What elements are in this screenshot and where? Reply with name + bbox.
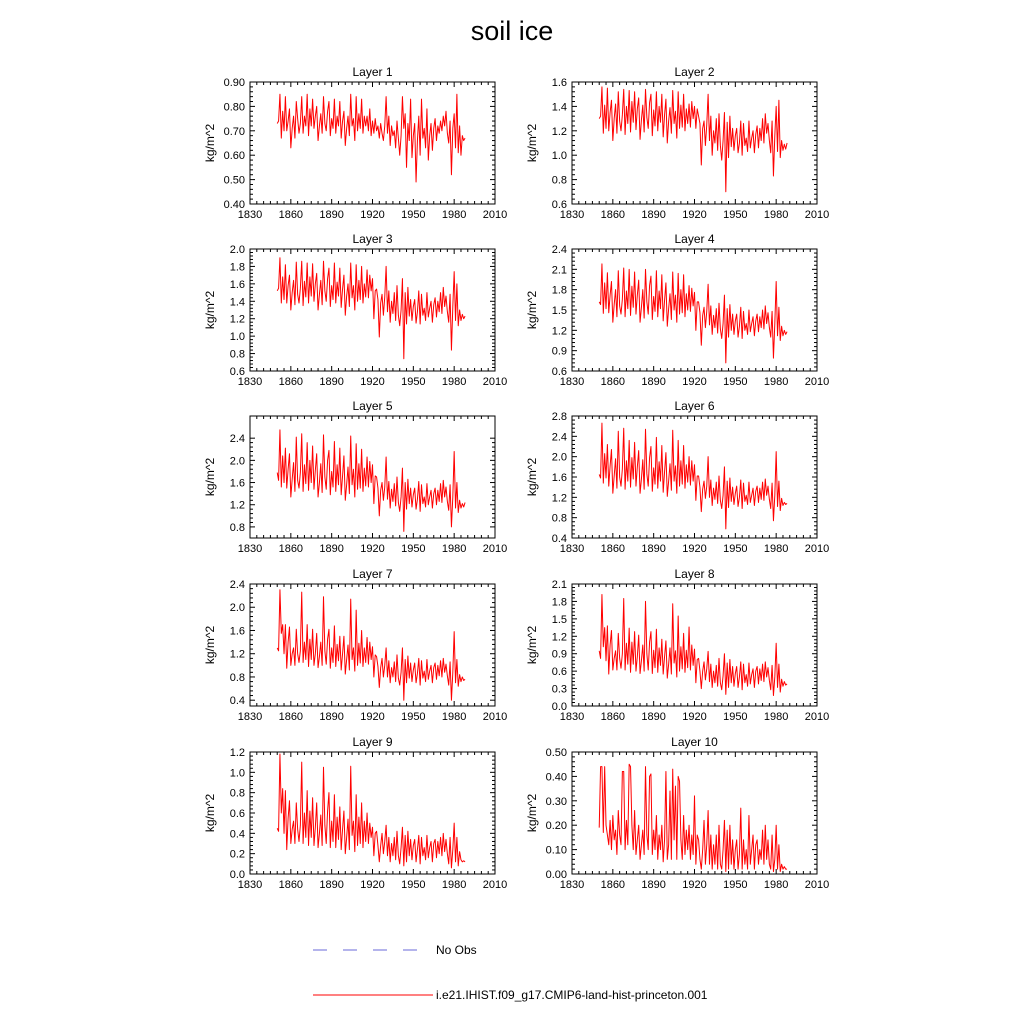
plot-frame (250, 249, 495, 371)
x-tick-label: 2010 (804, 879, 830, 891)
x-tick-label: 1950 (401, 879, 426, 891)
panel-title: Layer 8 (674, 567, 715, 581)
series-line (599, 764, 787, 871)
y-tick-label: 2.4 (229, 433, 245, 446)
x-tick-label: 1950 (723, 879, 748, 891)
y-tick-label: 0.20 (545, 820, 567, 833)
series-line (277, 94, 465, 182)
x-tick-label: 2010 (482, 209, 508, 221)
x-tick-label: 2010 (804, 376, 830, 388)
y-tick-label: 2.4 (551, 431, 567, 444)
y-tick-label: 2.0 (229, 455, 245, 468)
panel-5 (203, 399, 507, 555)
panel-1 (203, 65, 507, 221)
x-tick-label: 1980 (441, 543, 467, 555)
y-tick-label: 0.2 (229, 848, 245, 861)
x-tick-label: 1980 (441, 879, 467, 891)
x-tick-label: 1860 (600, 879, 626, 891)
x-tick-label: 1830 (237, 376, 263, 388)
x-tick-label: 1830 (559, 711, 585, 723)
panel-title: Layer 7 (352, 567, 393, 581)
series-line (599, 87, 787, 192)
x-tick-label: 2010 (482, 711, 508, 723)
x-tick-label: 1830 (237, 543, 263, 555)
y-axis-label: kg/m^2 (525, 123, 539, 163)
x-tick-label: 1980 (763, 711, 789, 723)
panel-10 (525, 735, 829, 891)
x-tick-label: 1950 (723, 543, 748, 555)
x-tick-label: 1980 (763, 879, 789, 891)
x-tick-label: 1830 (559, 879, 585, 891)
legend-series-label: i.e21.IHIST.f09_g17.CMIP6-land-hist-princeton.001 (436, 988, 708, 1002)
y-tick-label: 0.4 (229, 695, 245, 708)
x-tick-label: 1890 (641, 209, 666, 221)
x-tick-label: 1890 (641, 711, 666, 723)
y-axis-label: kg/m^2 (203, 290, 217, 330)
y-tick-label: 2.4 (551, 244, 567, 256)
x-tick-label: 2010 (482, 376, 508, 388)
y-tick-label: 1.2 (229, 313, 245, 326)
x-tick-label: 2010 (804, 711, 830, 723)
panel-7 (203, 567, 507, 723)
y-axis-label: kg/m^2 (525, 290, 539, 330)
y-tick-label: 1.4 (551, 101, 567, 114)
x-tick-label: 1920 (682, 879, 707, 891)
x-tick-label: 1980 (763, 543, 789, 555)
y-tick-label: 0.9 (551, 345, 567, 358)
x-tick-label: 1860 (600, 376, 626, 388)
y-tick-label: 2.1 (551, 264, 567, 277)
y-tick-label: 0.90 (223, 77, 245, 89)
legend-obs-label: No Obs (436, 943, 477, 957)
y-tick-label: 1.6 (229, 477, 245, 490)
panel-9 (203, 735, 507, 891)
y-tick-label: 0.6 (551, 199, 567, 211)
panel-title: Layer 5 (352, 399, 393, 413)
y-axis-label: kg/m^2 (525, 457, 539, 497)
x-tick-label: 1890 (641, 376, 666, 388)
y-tick-label: 1.6 (551, 472, 567, 484)
x-tick-label: 1980 (441, 376, 467, 388)
plot-frame (250, 584, 495, 706)
y-axis-label: kg/m^2 (203, 123, 217, 163)
y-tick-label: 2.4 (229, 579, 245, 591)
y-axis-label: kg/m^2 (203, 625, 217, 665)
x-tick-label: 1890 (319, 879, 344, 891)
y-tick-label: 1.2 (551, 492, 567, 505)
y-tick-label: 1.8 (551, 596, 567, 609)
y-tick-label: 0.8 (551, 174, 567, 187)
x-tick-label: 1860 (278, 376, 304, 388)
y-tick-label: 0.50 (223, 174, 245, 187)
x-tick-label: 2010 (804, 209, 830, 221)
y-tick-label: 0.6 (551, 366, 567, 378)
panel-2 (525, 65, 829, 221)
x-tick-label: 1860 (600, 711, 626, 723)
y-tick-label: 0.60 (223, 150, 245, 163)
series-line (277, 754, 465, 868)
y-tick-label: 1.8 (551, 284, 567, 297)
panel-title: Layer 10 (671, 735, 718, 749)
y-tick-label: 2.0 (551, 451, 567, 464)
y-tick-label: 1.5 (551, 613, 567, 626)
y-tick-label: 0.10 (545, 844, 567, 857)
figure-title: soil ice (470, 16, 554, 46)
series-line (599, 423, 787, 529)
y-tick-label: 1.8 (229, 261, 245, 274)
y-tick-label: 1.2 (551, 125, 567, 138)
y-tick-label: 0.9 (551, 648, 567, 661)
x-tick-label: 1920 (360, 209, 385, 221)
series-line (599, 264, 787, 363)
x-tick-label: 1950 (723, 711, 748, 723)
y-tick-label: 0.00 (545, 869, 567, 881)
x-tick-label: 1920 (682, 209, 707, 221)
x-tick-label: 1950 (723, 209, 748, 221)
y-tick-label: 0.0 (229, 869, 245, 881)
x-tick-label: 1950 (401, 711, 426, 723)
y-tick-label: 0.8 (229, 671, 245, 684)
y-tick-label: 0.4 (229, 828, 245, 841)
x-tick-label: 1830 (559, 543, 585, 555)
x-tick-label: 1860 (278, 879, 304, 891)
y-tick-label: 0.40 (223, 199, 245, 211)
x-tick-label: 1860 (600, 209, 626, 221)
x-tick-label: 1950 (723, 376, 748, 388)
series-line (277, 258, 465, 359)
y-tick-label: 1.2 (551, 325, 567, 338)
x-tick-label: 1950 (401, 376, 426, 388)
x-tick-label: 1920 (682, 376, 707, 388)
x-tick-label: 1950 (401, 543, 426, 555)
panel-title: Layer 9 (352, 735, 393, 749)
x-tick-label: 1830 (237, 879, 263, 891)
x-tick-label: 1920 (682, 543, 707, 555)
panel-6 (525, 399, 829, 555)
x-tick-label: 1980 (441, 711, 467, 723)
y-tick-label: 0.6 (229, 808, 245, 820)
y-tick-label: 2.1 (551, 579, 567, 591)
y-tick-label: 0.80 (223, 101, 245, 114)
x-tick-label: 1860 (278, 209, 304, 221)
panel-title: Layer 6 (674, 399, 715, 413)
panel-8 (525, 567, 829, 723)
x-tick-label: 1830 (559, 376, 585, 388)
y-tick-label: 1.0 (229, 767, 245, 780)
x-tick-label: 1980 (441, 209, 467, 221)
y-tick-label: 1.6 (551, 77, 567, 89)
x-tick-label: 1980 (763, 209, 789, 221)
series-line (277, 590, 465, 700)
panel-title: Layer 2 (674, 65, 715, 79)
y-axis-label: kg/m^2 (525, 793, 539, 833)
y-tick-label: 0.8 (551, 512, 567, 525)
y-tick-label: 0.6 (229, 366, 245, 378)
y-tick-label: 0.50 (545, 747, 567, 759)
x-tick-label: 1920 (682, 711, 707, 723)
x-tick-label: 1890 (319, 209, 344, 221)
y-tick-label: 0.70 (223, 125, 245, 138)
x-tick-label: 2010 (482, 879, 508, 891)
y-tick-label: 0.40 (545, 771, 567, 784)
y-tick-label: 1.2 (229, 499, 245, 512)
y-tick-label: 1.2 (229, 747, 245, 759)
y-tick-label: 1.6 (229, 625, 245, 638)
x-tick-label: 1860 (278, 711, 304, 723)
y-tick-label: 0.30 (545, 795, 567, 808)
y-tick-label: 2.0 (229, 244, 245, 256)
panel-title: Layer 4 (674, 232, 715, 246)
y-tick-label: 1.4 (229, 296, 245, 309)
x-tick-label: 1920 (360, 711, 385, 723)
y-tick-label: 1.5 (551, 305, 567, 317)
y-tick-label: 1.2 (229, 648, 245, 661)
y-tick-label: 1.6 (229, 278, 245, 291)
panel-title: Layer 3 (352, 232, 393, 246)
panel-4 (525, 232, 829, 388)
y-axis-label: kg/m^2 (525, 625, 539, 665)
x-tick-label: 1980 (763, 376, 789, 388)
x-tick-label: 1830 (559, 209, 585, 221)
y-tick-label: 0.3 (551, 683, 567, 696)
y-tick-label: 0.8 (229, 787, 245, 800)
panel-3 (203, 232, 507, 388)
y-tick-label: 1.0 (229, 331, 245, 344)
x-tick-label: 1950 (401, 209, 426, 221)
x-tick-label: 1920 (360, 543, 385, 555)
x-tick-label: 1890 (641, 543, 666, 555)
x-tick-label: 1890 (319, 711, 344, 723)
x-tick-label: 1890 (319, 376, 344, 388)
series-line (277, 430, 465, 531)
x-tick-label: 2010 (482, 543, 508, 555)
x-tick-label: 1830 (237, 711, 263, 723)
y-axis-label: kg/m^2 (203, 457, 217, 497)
y-tick-label: 1.0 (551, 150, 567, 163)
x-tick-label: 2010 (804, 543, 830, 555)
series-line (599, 594, 787, 695)
y-tick-label: 0.0 (551, 701, 567, 713)
y-tick-label: 0.8 (229, 348, 245, 361)
x-tick-label: 1860 (600, 543, 626, 555)
y-tick-label: 2.0 (229, 602, 245, 615)
x-tick-label: 1920 (360, 879, 385, 891)
y-axis-label: kg/m^2 (203, 793, 217, 833)
x-tick-label: 1830 (237, 209, 263, 221)
y-tick-label: 2.8 (551, 411, 567, 423)
x-tick-label: 1920 (360, 376, 385, 388)
y-tick-label: 1.2 (551, 631, 567, 644)
y-tick-label: 0.4 (551, 533, 567, 545)
panel-title: Layer 1 (352, 65, 393, 79)
y-tick-label: 0.6 (551, 666, 567, 679)
x-tick-label: 1890 (641, 879, 666, 891)
x-tick-label: 1890 (319, 543, 344, 555)
y-tick-label: 0.8 (229, 521, 245, 534)
x-tick-label: 1860 (278, 543, 304, 555)
